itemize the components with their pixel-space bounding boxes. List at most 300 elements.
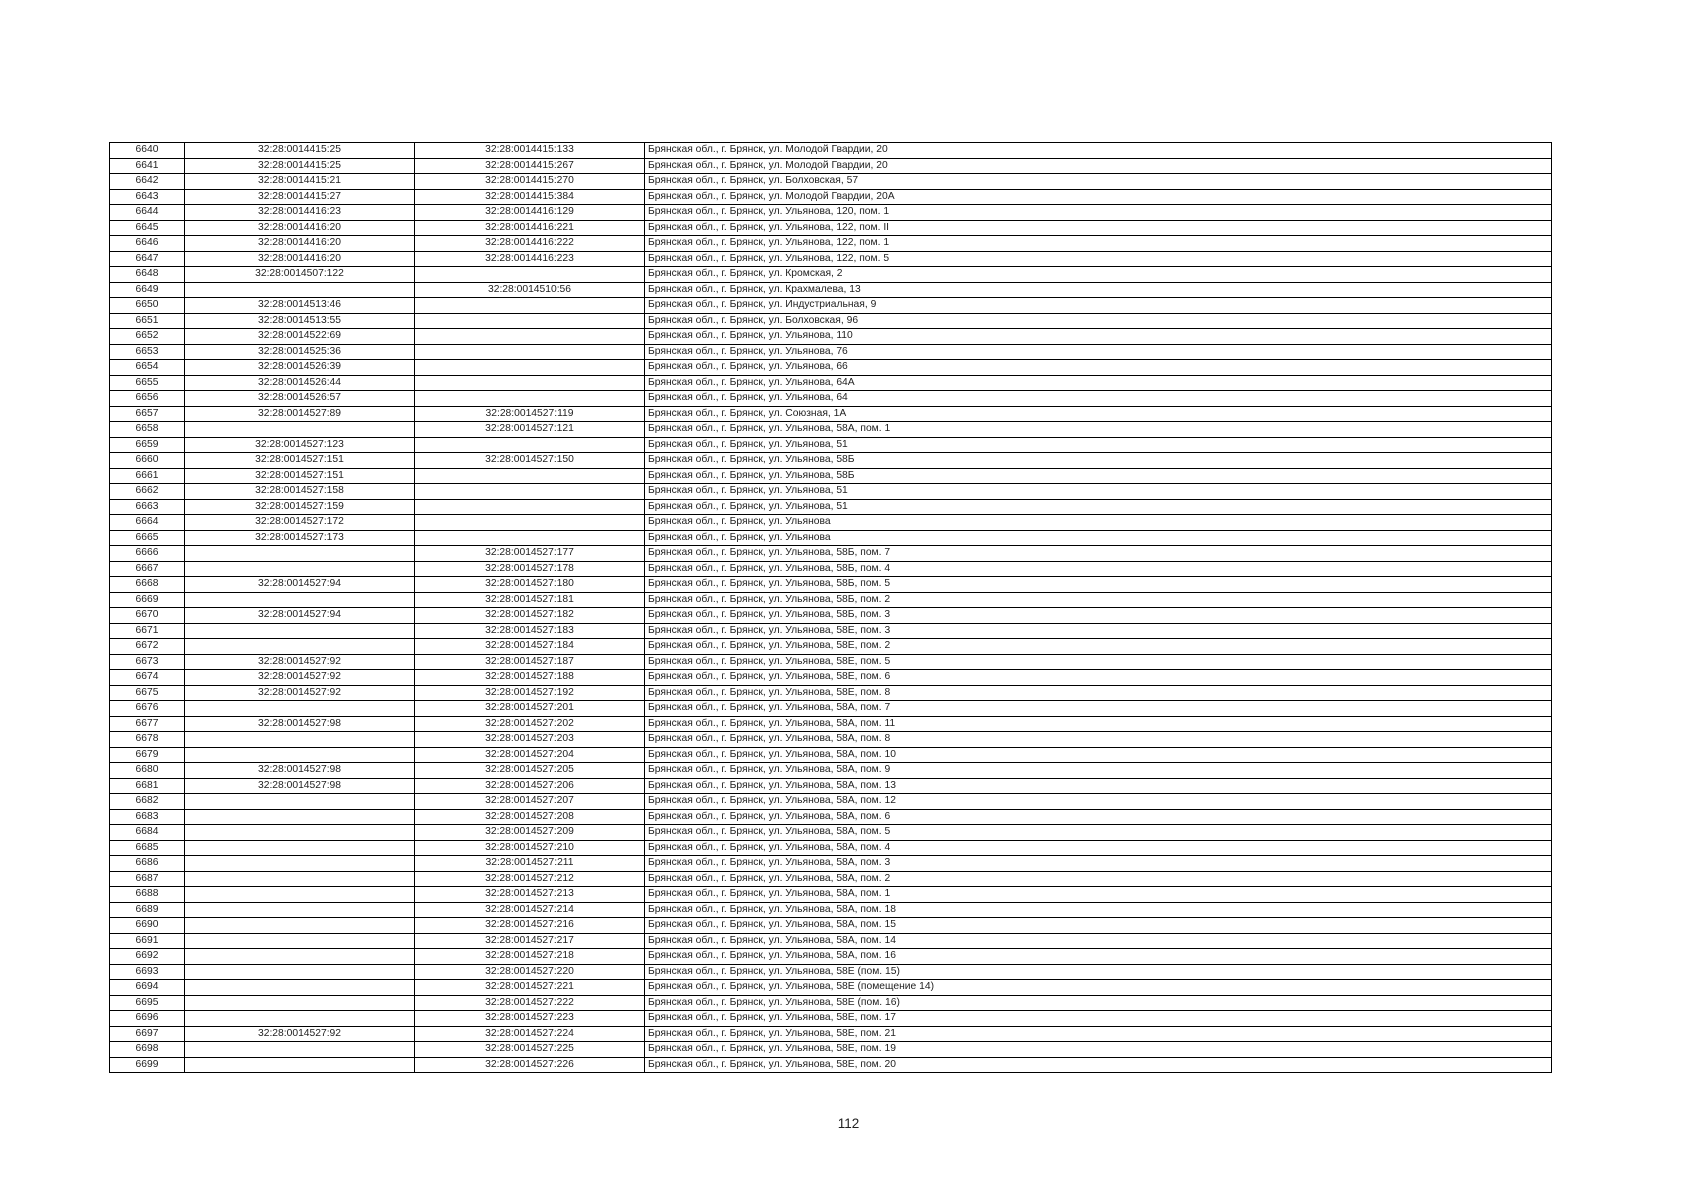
building-cadastral-number-cell: 32:28:0014527:212: [415, 871, 645, 887]
building-cadastral-number-cell: 32:28:0014527:187: [415, 654, 645, 670]
row-number-cell: 6698: [110, 1042, 185, 1058]
table-row: [110, 995, 1552, 1011]
building-cadastral-number-cell: 32:28:0014416:223: [415, 251, 645, 267]
building-cadastral-number-cell: 32:28:0014527:208: [415, 809, 645, 825]
row-number-cell: 6658: [110, 422, 185, 438]
building-cadastral-number-cell: 32:28:0014527:182: [415, 608, 645, 624]
building-cadastral-number-cell: 32:28:0014527:225: [415, 1042, 645, 1058]
table-row: [110, 840, 1552, 856]
building-cadastral-number-cell: [415, 267, 645, 283]
registry-table: [109, 142, 1552, 1073]
address-cell: Брянская обл., г. Брянск, ул. Ульянова, 51: [645, 499, 1552, 515]
land-cadastral-number-cell: [185, 840, 415, 856]
address-cell: Брянская обл., г. Брянск, ул. Ульянова, 58Е, пом. 3: [645, 623, 1552, 639]
address-cell: Брянская обл., г. Брянск, ул. Ульянова, 58А, пом. 11: [645, 716, 1552, 732]
address-cell: Брянская обл., г. Брянск, ул. Ульянова, 58Е, пом. 19: [645, 1042, 1552, 1058]
table-row: [110, 174, 1552, 190]
row-number-cell: 6660: [110, 453, 185, 469]
row-number-cell: 6682: [110, 794, 185, 810]
table-row: [110, 158, 1552, 174]
building-cadastral-number-cell: 32:28:0014416:129: [415, 205, 645, 221]
table-row: [110, 592, 1552, 608]
row-number-cell: 6685: [110, 840, 185, 856]
address-cell: Брянская обл., г. Брянск, ул. Болховская, 57: [645, 174, 1552, 190]
address-cell: Брянская обл., г. Брянск, ул. Ульянова, 66: [645, 360, 1552, 376]
row-number-cell: 6664: [110, 515, 185, 531]
building-cadastral-number-cell: 32:28:0014527:202: [415, 716, 645, 732]
table-row: [110, 887, 1552, 903]
land-cadastral-number-cell: 32:28:0014415:21: [185, 174, 415, 190]
land-cadastral-number-cell: 32:28:0014527:158: [185, 484, 415, 500]
row-number-cell: 6684: [110, 825, 185, 841]
building-cadastral-number-cell: [415, 313, 645, 329]
table-row: [110, 871, 1552, 887]
address-cell: Брянская обл., г. Брянск, ул. Ульянова, 58Е, пом. 2: [645, 639, 1552, 655]
land-cadastral-number-cell: 32:28:0014526:39: [185, 360, 415, 376]
building-cadastral-number-cell: 32:28:0014527:183: [415, 623, 645, 639]
land-cadastral-number-cell: 32:28:0014527:123: [185, 437, 415, 453]
row-number-cell: 6687: [110, 871, 185, 887]
land-cadastral-number-cell: 32:28:0014527:92: [185, 685, 415, 701]
row-number-cell: 6653: [110, 344, 185, 360]
land-cadastral-number-cell: 32:28:0014527:89: [185, 406, 415, 422]
address-cell: Брянская обл., г. Брянск, ул. Крахмалева, 13: [645, 282, 1552, 298]
land-cadastral-number-cell: [185, 949, 415, 965]
land-cadastral-number-cell: [185, 902, 415, 918]
land-cadastral-number-cell: [185, 623, 415, 639]
land-cadastral-number-cell: 32:28:0014415:25: [185, 158, 415, 174]
building-cadastral-number-cell: [415, 375, 645, 391]
building-cadastral-number-cell: 32:28:0014527:201: [415, 701, 645, 717]
table-row: [110, 437, 1552, 453]
address-cell: Брянская обл., г. Брянск, ул. Ульянова: [645, 530, 1552, 546]
row-number-cell: 6695: [110, 995, 185, 1011]
table-row: [110, 189, 1552, 205]
address-cell: Брянская обл., г. Брянск, ул. Ульянова, 58Е, пом. 20: [645, 1057, 1552, 1073]
land-cadastral-number-cell: 32:28:0014527:159: [185, 499, 415, 515]
land-cadastral-number-cell: 32:28:0014527:98: [185, 716, 415, 732]
building-cadastral-number-cell: 32:28:0014415:133: [415, 143, 645, 159]
address-cell: Брянская обл., г. Брянск, ул. Ульянова, 58Е (помещение 14): [645, 980, 1552, 996]
table-row: [110, 825, 1552, 841]
building-cadastral-number-cell: 32:28:0014527:205: [415, 763, 645, 779]
land-cadastral-number-cell: [185, 639, 415, 655]
building-cadastral-number-cell: 32:28:0014527:217: [415, 933, 645, 949]
row-number-cell: 6688: [110, 887, 185, 903]
row-number-cell: 6691: [110, 933, 185, 949]
table-row: [110, 809, 1552, 825]
address-cell: Брянская обл., г. Брянск, ул. Ульянова, 58А, пом. 4: [645, 840, 1552, 856]
table-row: [110, 391, 1552, 407]
address-cell: Брянская обл., г. Брянск, ул. Индустриальная, 9: [645, 298, 1552, 314]
address-cell: Брянская обл., г. Брянск, ул. Кромская, 2: [645, 267, 1552, 283]
land-cadastral-number-cell: 32:28:0014526:44: [185, 375, 415, 391]
row-number-cell: 6648: [110, 267, 185, 283]
address-cell: Брянская обл., г. Брянск, ул. Ульянова, 58А, пом. 18: [645, 902, 1552, 918]
table-row: [110, 375, 1552, 391]
table-row: [110, 298, 1552, 314]
address-cell: Брянская обл., г. Брянск, ул. Ульянова, 58А, пом. 8: [645, 732, 1552, 748]
address-cell: Брянская обл., г. Брянск, ул. Ульянова: [645, 515, 1552, 531]
row-number-cell: 6679: [110, 747, 185, 763]
land-cadastral-number-cell: 32:28:0014416:20: [185, 220, 415, 236]
table-row: [110, 670, 1552, 686]
row-number-cell: 6680: [110, 763, 185, 779]
row-number-cell: 6677: [110, 716, 185, 732]
building-cadastral-number-cell: 32:28:0014527:213: [415, 887, 645, 903]
building-cadastral-number-cell: 32:28:0014527:192: [415, 685, 645, 701]
address-cell: Брянская обл., г. Брянск, ул. Молодой Гвардии, 20: [645, 143, 1552, 159]
row-number-cell: 6694: [110, 980, 185, 996]
row-number-cell: 6668: [110, 577, 185, 593]
land-cadastral-number-cell: [185, 1011, 415, 1027]
land-cadastral-number-cell: 32:28:0014527:173: [185, 530, 415, 546]
building-cadastral-number-cell: 32:28:0014527:203: [415, 732, 645, 748]
table-row: [110, 1042, 1552, 1058]
building-cadastral-number-cell: 32:28:0014527:214: [415, 902, 645, 918]
address-cell: Брянская обл., г. Брянск, ул. Ульянова, 58А, пом. 13: [645, 778, 1552, 794]
row-number-cell: 6678: [110, 732, 185, 748]
land-cadastral-number-cell: [185, 825, 415, 841]
land-cadastral-number-cell: 32:28:0014525:36: [185, 344, 415, 360]
building-cadastral-number-cell: 32:28:0014527:220: [415, 964, 645, 980]
row-number-cell: 6675: [110, 685, 185, 701]
land-cadastral-number-cell: 32:28:0014527:172: [185, 515, 415, 531]
building-cadastral-number-cell: [415, 484, 645, 500]
row-number-cell: 6669: [110, 592, 185, 608]
land-cadastral-number-cell: [185, 747, 415, 763]
land-cadastral-number-cell: 32:28:0014507:122: [185, 267, 415, 283]
building-cadastral-number-cell: 32:28:0014527:223: [415, 1011, 645, 1027]
building-cadastral-number-cell: 32:28:0014416:222: [415, 236, 645, 252]
row-number-cell: 6644: [110, 205, 185, 221]
land-cadastral-number-cell: 32:28:0014527:92: [185, 670, 415, 686]
address-cell: Брянская обл., г. Брянск, ул. Ульянова, 58А, пом. 7: [645, 701, 1552, 717]
address-cell: Брянская обл., г. Брянск, ул. Ульянова, 58А, пом. 9: [645, 763, 1552, 779]
table-row: [110, 964, 1552, 980]
land-cadastral-number-cell: [185, 701, 415, 717]
land-cadastral-number-cell: 32:28:0014416:20: [185, 251, 415, 267]
table-row: [110, 747, 1552, 763]
building-cadastral-number-cell: [415, 437, 645, 453]
land-cadastral-number-cell: [185, 809, 415, 825]
building-cadastral-number-cell: 32:28:0014415:384: [415, 189, 645, 205]
building-cadastral-number-cell: [415, 360, 645, 376]
land-cadastral-number-cell: 32:28:0014513:46: [185, 298, 415, 314]
table-row: [110, 623, 1552, 639]
address-cell: Брянская обл., г. Брянск, ул. Ульянова, 51: [645, 437, 1552, 453]
row-number-cell: 6693: [110, 964, 185, 980]
table-row: [110, 453, 1552, 469]
land-cadastral-number-cell: [185, 980, 415, 996]
address-cell: Брянская обл., г. Брянск, ул. Ульянова, 58Б, пом. 2: [645, 592, 1552, 608]
address-cell: Брянская обл., г. Брянск, ул. Ульянова, 58А, пом. 5: [645, 825, 1552, 841]
table-row: [110, 530, 1552, 546]
building-cadastral-number-cell: 32:28:0014527:222: [415, 995, 645, 1011]
land-cadastral-number-cell: 32:28:0014522:69: [185, 329, 415, 345]
table-row: [110, 577, 1552, 593]
address-cell: Брянская обл., г. Брянск, ул. Ульянова, 110: [645, 329, 1552, 345]
land-cadastral-number-cell: [185, 561, 415, 577]
table-row: [110, 763, 1552, 779]
building-cadastral-number-cell: 32:28:0014527:226: [415, 1057, 645, 1073]
address-cell: Брянская обл., г. Брянск, ул. Молодой Гвардии, 20: [645, 158, 1552, 174]
building-cadastral-number-cell: [415, 298, 645, 314]
table-row: [110, 685, 1552, 701]
address-cell: Брянская обл., г. Брянск, ул. Ульянова, 58А, пом. 14: [645, 933, 1552, 949]
row-number-cell: 6655: [110, 375, 185, 391]
land-cadastral-number-cell: [185, 933, 415, 949]
table-row: [110, 546, 1552, 562]
table-row: [110, 949, 1552, 965]
table-row: [110, 143, 1552, 159]
row-number-cell: 6665: [110, 530, 185, 546]
land-cadastral-number-cell: 32:28:0014527:98: [185, 778, 415, 794]
building-cadastral-number-cell: 32:28:0014527:207: [415, 794, 645, 810]
table-row: [110, 980, 1552, 996]
building-cadastral-number-cell: 32:28:0014527:204: [415, 747, 645, 763]
row-number-cell: 6667: [110, 561, 185, 577]
row-number-cell: 6674: [110, 670, 185, 686]
building-cadastral-number-cell: 32:28:0014527:224: [415, 1026, 645, 1042]
row-number-cell: 6640: [110, 143, 185, 159]
land-cadastral-number-cell: [185, 1042, 415, 1058]
land-cadastral-number-cell: 32:28:0014416:23: [185, 205, 415, 221]
address-cell: Брянская обл., г. Брянск, ул. Ульянова, 58Е, пом. 17: [645, 1011, 1552, 1027]
address-cell: Брянская обл., г. Брянск, ул. Болховская, 96: [645, 313, 1552, 329]
row-number-cell: 6673: [110, 654, 185, 670]
table-row: [110, 406, 1552, 422]
land-cadastral-number-cell: [185, 918, 415, 934]
address-cell: Брянская обл., г. Брянск, ул. Ульянова, 58А, пом. 10: [645, 747, 1552, 763]
address-cell: Брянская обл., г. Брянск, ул. Ульянова, 122, пом. 1: [645, 236, 1552, 252]
row-number-cell: 6647: [110, 251, 185, 267]
address-cell: Брянская обл., г. Брянск, ул. Ульянова, 58Б: [645, 453, 1552, 469]
land-cadastral-number-cell: 32:28:0014527:94: [185, 577, 415, 593]
address-cell: Брянская обл., г. Брянск, ул. Ульянова, 58А, пом. 2: [645, 871, 1552, 887]
land-cadastral-number-cell: 32:28:0014527:98: [185, 763, 415, 779]
building-cadastral-number-cell: 32:28:0014527:218: [415, 949, 645, 965]
row-number-cell: 6666: [110, 546, 185, 562]
land-cadastral-number-cell: [185, 732, 415, 748]
building-cadastral-number-cell: 32:28:0014527:206: [415, 778, 645, 794]
address-cell: Брянская обл., г. Брянск, ул. Ульянова, 58Е, пом. 21: [645, 1026, 1552, 1042]
address-cell: Брянская обл., г. Брянск, ул. Ульянова, 58Б, пом. 4: [645, 561, 1552, 577]
row-number-cell: 6686: [110, 856, 185, 872]
building-cadastral-number-cell: 32:28:0014416:221: [415, 220, 645, 236]
land-cadastral-number-cell: [185, 995, 415, 1011]
table-row: [110, 205, 1552, 221]
land-cadastral-number-cell: 32:28:0014526:57: [185, 391, 415, 407]
row-number-cell: 6643: [110, 189, 185, 205]
land-cadastral-number-cell: [185, 1057, 415, 1073]
row-number-cell: 6683: [110, 809, 185, 825]
row-number-cell: 6642: [110, 174, 185, 190]
table-row: [110, 422, 1552, 438]
building-cadastral-number-cell: 32:28:0014510:56: [415, 282, 645, 298]
row-number-cell: 6656: [110, 391, 185, 407]
table-row: [110, 282, 1552, 298]
table-row: [110, 732, 1552, 748]
table-row: [110, 515, 1552, 531]
row-number-cell: 6641: [110, 158, 185, 174]
land-cadastral-number-cell: 32:28:0014527:151: [185, 468, 415, 484]
address-cell: Брянская обл., г. Брянск, ул. Ульянова, 58Е (пом. 16): [645, 995, 1552, 1011]
table-row: [110, 856, 1552, 872]
row-number-cell: 6657: [110, 406, 185, 422]
table-row: [110, 608, 1552, 624]
address-cell: Брянская обл., г. Брянск, ул. Ульянова, 64: [645, 391, 1552, 407]
building-cadastral-number-cell: [415, 499, 645, 515]
building-cadastral-number-cell: [415, 530, 645, 546]
row-number-cell: 6651: [110, 313, 185, 329]
row-number-cell: 6663: [110, 499, 185, 515]
building-cadastral-number-cell: 32:28:0014527:180: [415, 577, 645, 593]
land-cadastral-number-cell: [185, 592, 415, 608]
table-row: [110, 918, 1552, 934]
address-cell: Брянская обл., г. Брянск, ул. Ульянова, 58А, пом. 12: [645, 794, 1552, 810]
land-cadastral-number-cell: 32:28:0014527:94: [185, 608, 415, 624]
table-row: [110, 654, 1552, 670]
address-cell: Брянская обл., г. Брянск, ул. Ульянова, 120, пом. 1: [645, 205, 1552, 221]
table-row: [110, 1026, 1552, 1042]
land-cadastral-number-cell: [185, 546, 415, 562]
registry-table-body: [110, 143, 1552, 1073]
building-cadastral-number-cell: 32:28:0014415:270: [415, 174, 645, 190]
table-row: [110, 701, 1552, 717]
land-cadastral-number-cell: [185, 964, 415, 980]
table-row: [110, 778, 1552, 794]
building-cadastral-number-cell: [415, 344, 645, 360]
table-row: [110, 794, 1552, 810]
table-row: [110, 344, 1552, 360]
building-cadastral-number-cell: 32:28:0014527:178: [415, 561, 645, 577]
building-cadastral-number-cell: 32:28:0014527:211: [415, 856, 645, 872]
land-cadastral-number-cell: [185, 887, 415, 903]
building-cadastral-number-cell: 32:28:0014527:210: [415, 840, 645, 856]
table-row: [110, 639, 1552, 655]
table-row: [110, 1057, 1552, 1073]
table-row: [110, 933, 1552, 949]
table-row: [110, 267, 1552, 283]
building-cadastral-number-cell: 32:28:0014527:150: [415, 453, 645, 469]
land-cadastral-number-cell: [185, 794, 415, 810]
address-cell: Брянская обл., г. Брянск, ул. Ульянова, 58Б, пом. 3: [645, 608, 1552, 624]
land-cadastral-number-cell: [185, 282, 415, 298]
address-cell: Брянская обл., г. Брянск, ул. Ульянова, 58Е, пом. 6: [645, 670, 1552, 686]
land-cadastral-number-cell: [185, 871, 415, 887]
address-cell: Брянская обл., г. Брянск, ул. Ульянова, 76: [645, 344, 1552, 360]
table-row: [110, 468, 1552, 484]
address-cell: Брянская обл., г. Брянск, ул. Ульянова, 58А, пом. 3: [645, 856, 1552, 872]
building-cadastral-number-cell: [415, 329, 645, 345]
building-cadastral-number-cell: 32:28:0014527:188: [415, 670, 645, 686]
building-cadastral-number-cell: 32:28:0014527:216: [415, 918, 645, 934]
row-number-cell: 6662: [110, 484, 185, 500]
row-number-cell: 6681: [110, 778, 185, 794]
land-cadastral-number-cell: 32:28:0014527:92: [185, 1026, 415, 1042]
row-number-cell: 6654: [110, 360, 185, 376]
address-cell: Брянская обл., г. Брянск, ул. Ульянова, 58А, пом. 1: [645, 887, 1552, 903]
table-row: [110, 484, 1552, 500]
address-cell: Брянская обл., г. Брянск, ул. Ульянова, 122, пом. 5: [645, 251, 1552, 267]
address-cell: Брянская обл., г. Брянск, ул. Ульянова, 58Е, пом. 5: [645, 654, 1552, 670]
row-number-cell: 6697: [110, 1026, 185, 1042]
row-number-cell: 6670: [110, 608, 185, 624]
building-cadastral-number-cell: 32:28:0014527:184: [415, 639, 645, 655]
address-cell: Брянская обл., г. Брянск, ул. Ульянова, 64А: [645, 375, 1552, 391]
building-cadastral-number-cell: 32:28:0014527:181: [415, 592, 645, 608]
row-number-cell: 6650: [110, 298, 185, 314]
table-row: [110, 902, 1552, 918]
row-number-cell: 6689: [110, 902, 185, 918]
row-number-cell: 6696: [110, 1011, 185, 1027]
address-cell: Брянская обл., г. Брянск, ул. Ульянова, 58А, пом. 15: [645, 918, 1552, 934]
address-cell: Брянская обл., г. Брянск, ул. Ульянова, 58А, пом. 16: [645, 949, 1552, 965]
row-number-cell: 6646: [110, 236, 185, 252]
land-cadastral-number-cell: 32:28:0014527:151: [185, 453, 415, 469]
table-row: [110, 561, 1552, 577]
row-number-cell: 6659: [110, 437, 185, 453]
land-cadastral-number-cell: [185, 422, 415, 438]
address-cell: Брянская обл., г. Брянск, ул. Ульянова, 58А, пом. 1: [645, 422, 1552, 438]
address-cell: Брянская обл., г. Брянск, ул. Молодой Гвардии, 20А: [645, 189, 1552, 205]
row-number-cell: 6672: [110, 639, 185, 655]
row-number-cell: 6676: [110, 701, 185, 717]
row-number-cell: 6692: [110, 949, 185, 965]
address-cell: Брянская обл., г. Брянск, ул. Ульянова, 51: [645, 484, 1552, 500]
page-number: 112: [837, 1116, 860, 1131]
land-cadastral-number-cell: 32:28:0014513:55: [185, 313, 415, 329]
row-number-cell: 6671: [110, 623, 185, 639]
address-cell: Брянская обл., г. Брянск, ул. Ульянова, 58Б: [645, 468, 1552, 484]
table-row: [110, 251, 1552, 267]
address-cell: Брянская обл., г. Брянск, ул. Ульянова, 58Е, пом. 8: [645, 685, 1552, 701]
row-number-cell: 6661: [110, 468, 185, 484]
address-cell: Брянская обл., г. Брянск, ул. Ульянова, 58Б, пом. 5: [645, 577, 1552, 593]
row-number-cell: 6649: [110, 282, 185, 298]
building-cadastral-number-cell: [415, 468, 645, 484]
land-cadastral-number-cell: 32:28:0014415:27: [185, 189, 415, 205]
building-cadastral-number-cell: 32:28:0014527:209: [415, 825, 645, 841]
land-cadastral-number-cell: [185, 856, 415, 872]
address-cell: Брянская обл., г. Брянск, ул. Союзная, 1А: [645, 406, 1552, 422]
building-cadastral-number-cell: 32:28:0014527:221: [415, 980, 645, 996]
row-number-cell: 6699: [110, 1057, 185, 1073]
address-cell: Брянская обл., г. Брянск, ул. Ульянова, 58Б, пом. 7: [645, 546, 1552, 562]
address-cell: Брянская обл., г. Брянск, ул. Ульянова, 58Е (пом. 15): [645, 964, 1552, 980]
address-cell: Брянская обл., г. Брянск, ул. Ульянова, 58А, пом. 6: [645, 809, 1552, 825]
row-number-cell: 6690: [110, 918, 185, 934]
land-cadastral-number-cell: 32:28:0014527:92: [185, 654, 415, 670]
table-row: [110, 716, 1552, 732]
land-cadastral-number-cell: 32:28:0014415:25: [185, 143, 415, 159]
table-row: [110, 313, 1552, 329]
table-row: [110, 499, 1552, 515]
building-cadastral-number-cell: 32:28:0014527:177: [415, 546, 645, 562]
row-number-cell: 6652: [110, 329, 185, 345]
building-cadastral-number-cell: 32:28:0014415:267: [415, 158, 645, 174]
building-cadastral-number-cell: 32:28:0014527:121: [415, 422, 645, 438]
building-cadastral-number-cell: [415, 391, 645, 407]
table-row: [110, 329, 1552, 345]
address-cell: Брянская обл., г. Брянск, ул. Ульянова, 122, пом. II: [645, 220, 1552, 236]
building-cadastral-number-cell: 32:28:0014527:119: [415, 406, 645, 422]
row-number-cell: 6645: [110, 220, 185, 236]
table-row: [110, 1011, 1552, 1027]
land-cadastral-number-cell: 32:28:0014416:20: [185, 236, 415, 252]
table-row: [110, 360, 1552, 376]
